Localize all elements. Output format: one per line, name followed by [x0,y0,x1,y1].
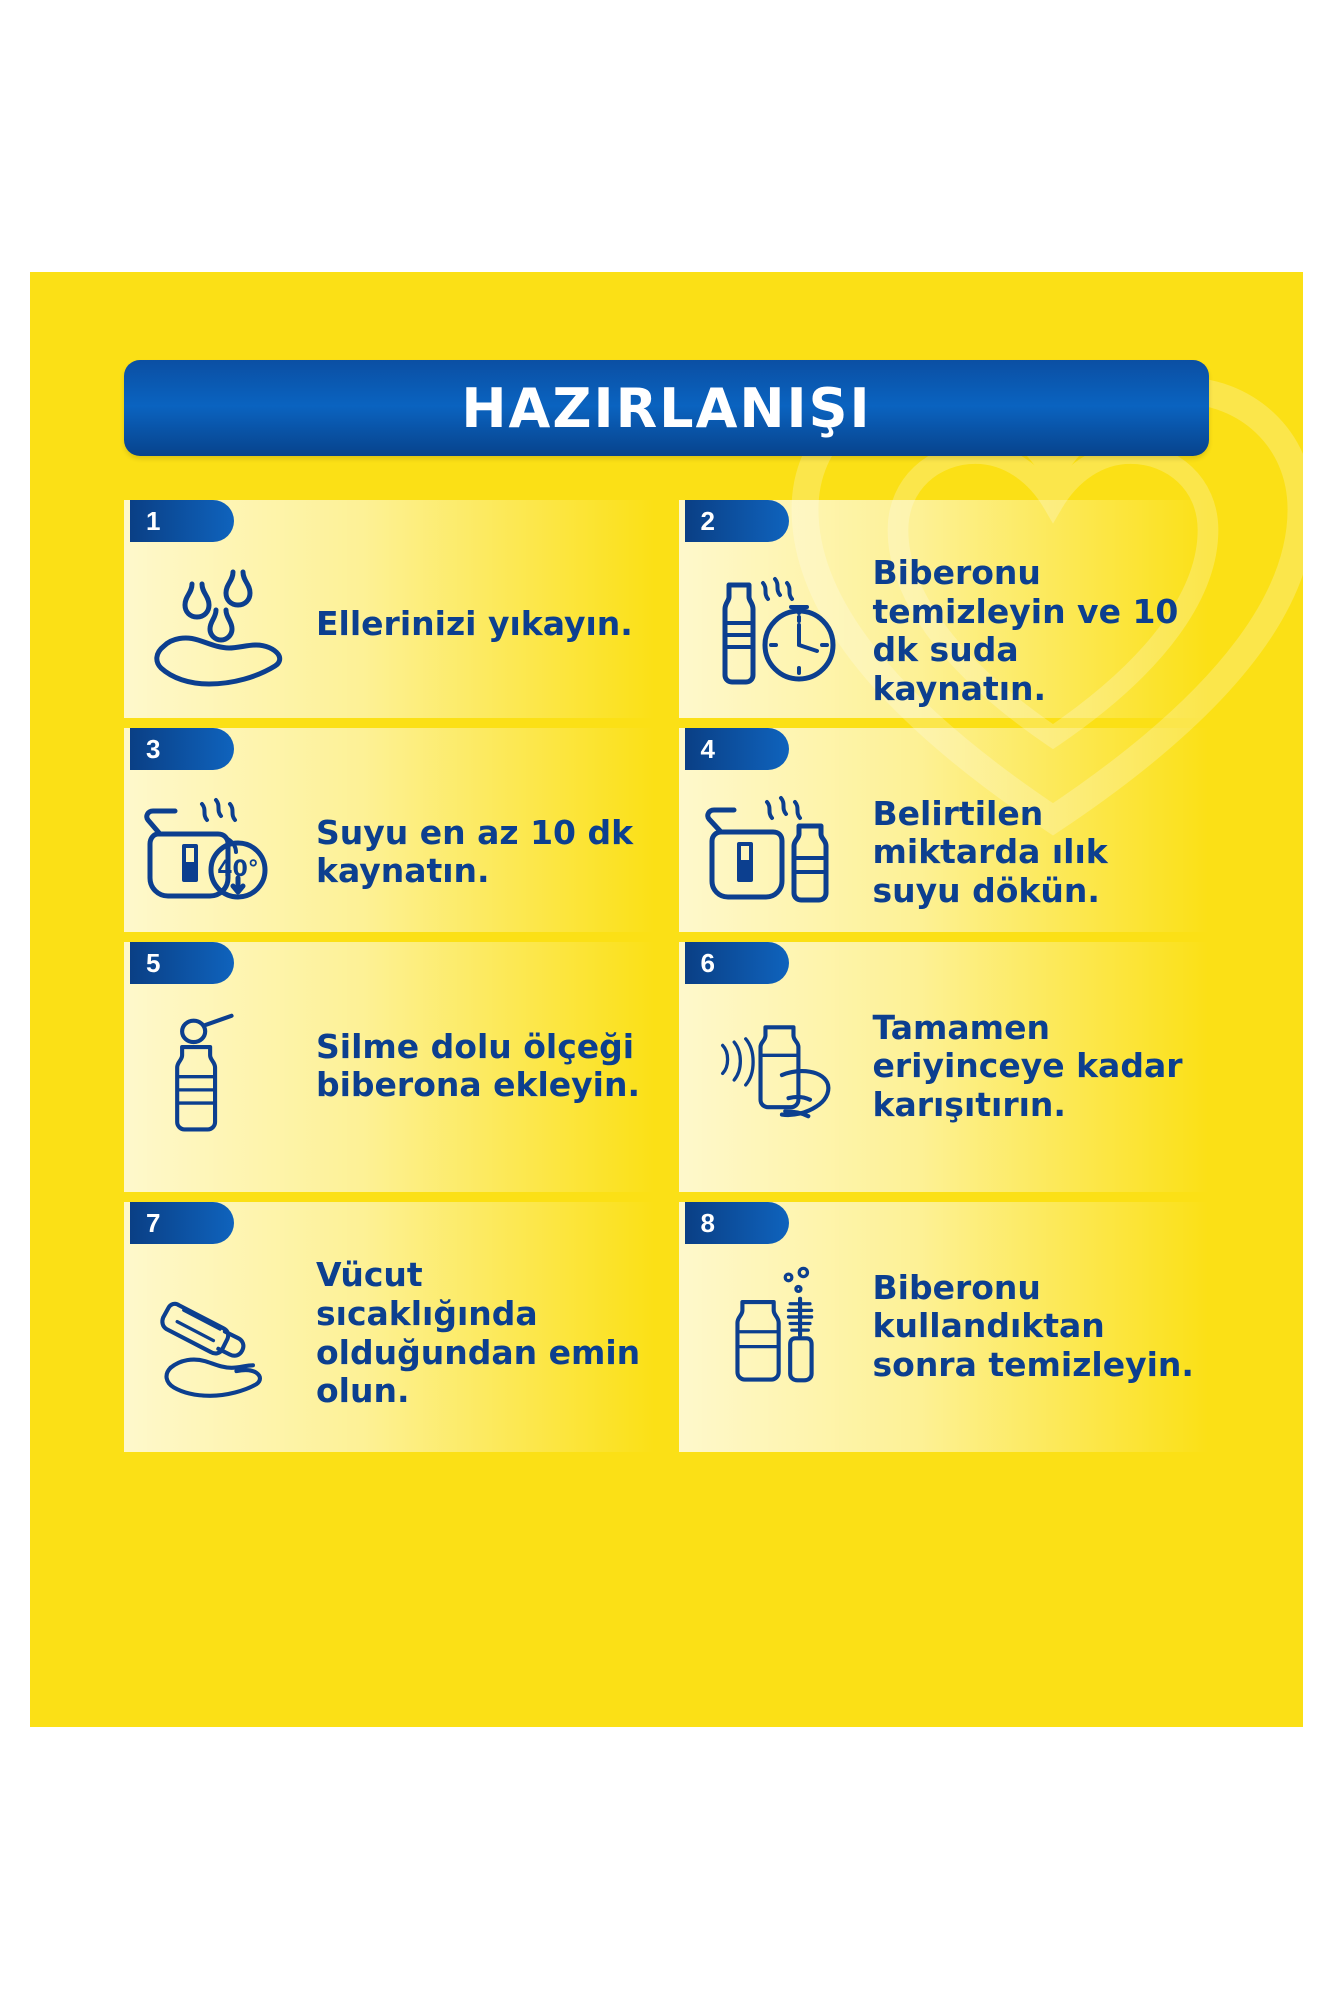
step-number-badge: 2 [685,500,789,542]
svg-text:40°: 40° [217,857,259,883]
step-item-3 [124,728,655,932]
shake-bottle-hand-icon [687,996,867,1136]
step-number-badge: 3 [130,728,234,770]
poster-title-bar [124,360,1209,456]
washing-hands-icon [130,554,310,694]
step-item-4 [679,728,1210,932]
kettle-pour-bottle-icon [687,782,867,922]
step-text: Ellerinizi yıkayın. [316,603,633,643]
step-number-badge: 1 [130,500,234,542]
step-item-1 [124,500,655,718]
step-item-6 [679,942,1210,1192]
step-number-badge: 4 [685,728,789,770]
bottle-wrist-test-icon [130,1264,310,1404]
preparation-poster [30,272,1303,1727]
step-number-badge: 7 [130,1202,234,1244]
step-text: Vücut sıcaklığında olduğundan emin olun. [316,1255,641,1411]
step-text: Tamamen eriyinceye kadar karışıtırın. [872,1007,1183,1124]
step-text: Silme dolu ölçeği biberona ekleyin. [316,1026,641,1105]
bottle-timer-icon [687,561,867,701]
step-number-badge: 5 [130,942,234,984]
step-text: Belirtilen miktarda ılık suyu dökün. [872,793,1108,910]
step-text: Biberonu temizleyin ve 10 dk suda kaynatın. [872,553,1179,708]
kettle-thermometer-icon [130,782,310,922]
step-number-badge: 8 [685,1202,789,1244]
page-title: HAZIRLANIŞI [461,376,872,440]
step-item-2 [679,500,1210,718]
step-item-5 [124,942,655,1192]
scoop-bottle-icon [130,996,310,1136]
step-text: Biberonu kullandıktan sonra temizleyin. [872,1267,1194,1384]
step-item-7 [124,1202,655,1452]
steps-grid [124,500,1209,1452]
step-text: Suyu en az 10 dk kaynatın. [316,812,634,891]
bottle-brush-icon [687,1256,867,1396]
step-item-8 [679,1202,1210,1452]
step-number-badge: 6 [685,942,789,984]
poster-inner [30,272,1303,1727]
